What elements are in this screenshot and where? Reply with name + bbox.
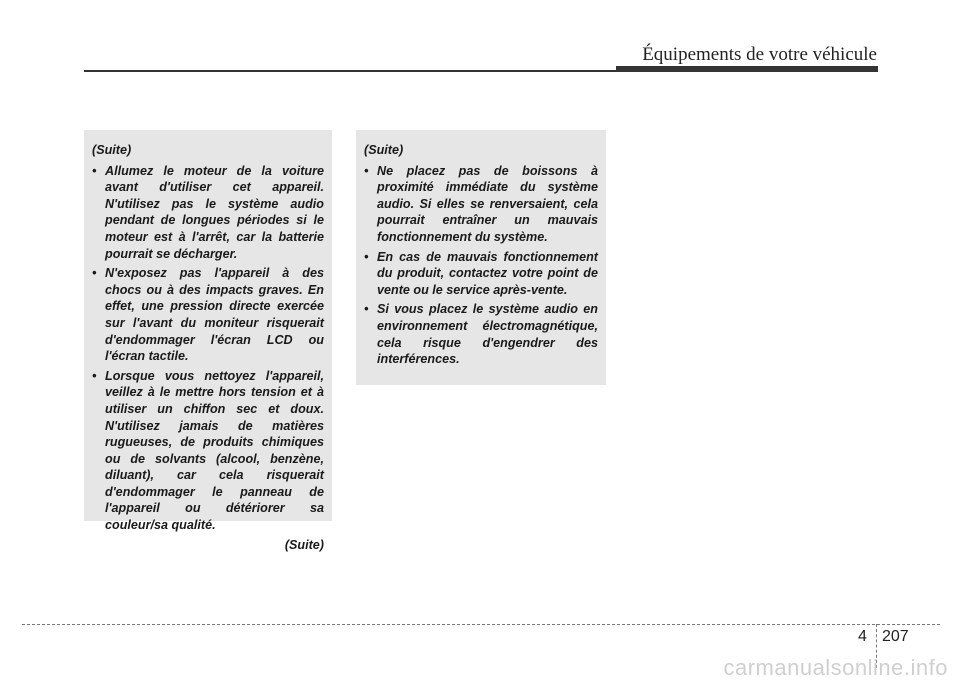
suite-label-top: (Suite) (364, 143, 404, 157)
suite-label-top: (Suite) (92, 143, 132, 157)
bullet-icon: • (92, 163, 97, 178)
bullet-icon: • (364, 249, 369, 264)
bullet-icon: • (92, 266, 97, 281)
page-number: 207 (882, 628, 909, 645)
watermark: carmanualsonline.info (723, 655, 948, 680)
footer-rule (22, 624, 940, 625)
header-rule-accent (616, 66, 878, 72)
list-item-text: Allumez le moteur de la voiture avant d'utiliser cet appareil. N'utilisez pas le système audio pendant de longues périodes si le moteur est à l'arrêt, car la batterie pourrait se décharger. (105, 163, 324, 261)
list-item (364, 249, 598, 299)
list-item-text: Lorsque vous nettoyez l'appareil, veillez à le mettre hors tension et à utiliser un chiffon sec et doux. N'utilisez jamais de matières rugueuses, de produits chimiques ou de solvants (alcool, benzène, diluant), car cela risquerait d'endommager le panneau de l'appareil ou détériorer sa couleur/sa qualité. (105, 368, 324, 533)
list-item (92, 265, 324, 365)
list-item (364, 301, 598, 367)
bullet-icon: • (92, 368, 97, 383)
note-list (364, 163, 598, 368)
list-item-text: N'exposez pas l'appareil à des chocs ou à des impacts graves. En effet, une pression directe exercée sur l'avant du moniteur risquerait d'endommager l'écran LCD ou l'écran tactile. (105, 266, 324, 364)
list-item (364, 163, 598, 246)
list-item (92, 163, 324, 263)
chapter-number: 4 (858, 628, 867, 645)
list-item-text: Ne placez pas de boissons à proximité immédiate du système audio. Si elles se renversaient, cela pourrait entraîner un mauvais fonctionnement du système. (377, 163, 598, 244)
bullet-icon: • (364, 302, 369, 317)
list-item (92, 368, 324, 534)
list-item-text: Si vous placez le système audio en environnement électromagnétique, cela risque d'engendrer des interférences. (377, 302, 598, 367)
note-box-right (356, 130, 606, 385)
suite-label-bottom: (Suite) (284, 537, 324, 552)
header-title: Équipements de votre véhicule (642, 44, 877, 65)
list-item-text: En cas de mauvais fonctionnement du produit, contactez votre point de vente ou le service après-vente. (377, 249, 598, 297)
note-box-left (84, 130, 332, 552)
bullet-icon: • (364, 163, 369, 178)
note-list (92, 163, 324, 534)
